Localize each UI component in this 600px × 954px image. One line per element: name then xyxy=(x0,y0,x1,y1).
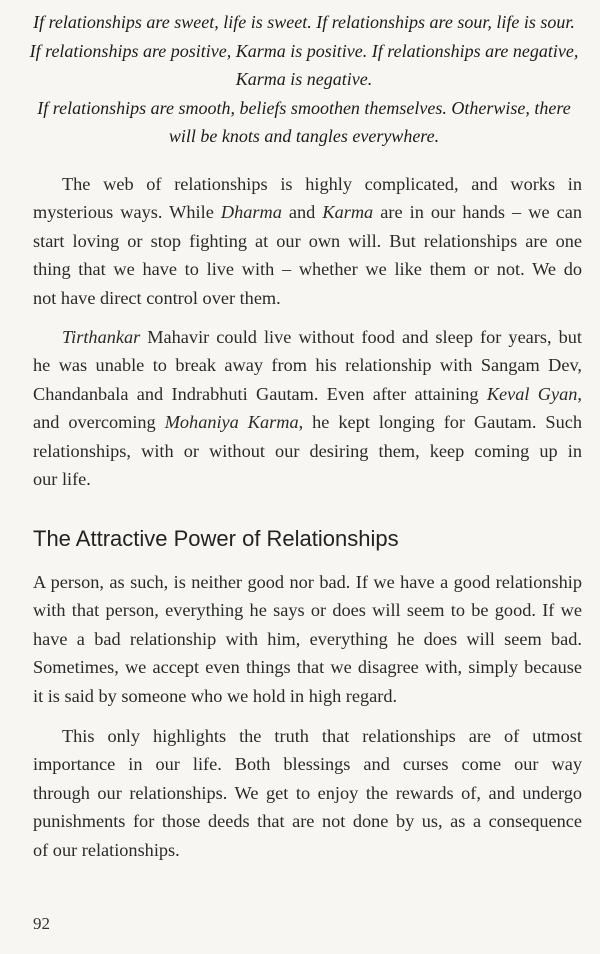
text-line: with that person, everything he says or does will seem to be good. If we xyxy=(33,600,582,621)
italic-term: Dharma xyxy=(220,202,282,223)
text-line: Sometimes, we accept even things that we disagree with, simply because xyxy=(33,657,582,678)
epigraph-quote xyxy=(20,8,588,151)
italic-term: Karma xyxy=(322,202,374,223)
quote-line: Karma is negative. xyxy=(235,69,373,89)
italic-term: Keval Gyan xyxy=(486,383,578,404)
quote-line: If relationships are sweet, life is sweet. If relationships are sour, life is sour. xyxy=(33,12,575,32)
italic-term: Tirthankar xyxy=(62,327,141,347)
text-line: Chandanbala and Indrabhuti Gautam. Even after attaining Keval Gyan, xyxy=(33,383,582,404)
text-line: punishments for those deeds that are not done by us, as a consequence xyxy=(33,811,582,832)
quote-line: will be knots and tangles everywhere. xyxy=(168,126,440,146)
text-line: Tirthankar Mahavir could live without food and sleep for years, but xyxy=(62,327,582,347)
text-line: relationships, with or without our desiring them, keep coming up in xyxy=(33,440,582,461)
text-line: The web of relationships is highly complicated, and works in xyxy=(62,174,582,194)
text-line: not have direct control over them. xyxy=(33,287,281,308)
quote-line: If relationships are smooth, beliefs smoothen themselves. Otherwise, there xyxy=(37,97,571,118)
paragraph-web-of-relationships xyxy=(33,170,582,312)
quote-line: If relationships are positive, Karma is positive. If relationships are negative, xyxy=(29,40,579,61)
text-line: and overcoming Mohaniya Karma, he kept longing for Gautam. Such xyxy=(33,412,582,433)
text-line: have a bad relationship with him, everything he does will seem bad. xyxy=(33,628,582,649)
text-line: he was unable to break away from his relationship with Sangam Dev, xyxy=(33,355,582,376)
page-number: 92 xyxy=(33,914,50,933)
text-line: This only highlights the truth that relationships are of utmost xyxy=(62,726,582,746)
text-line: A person, as such, is neither good nor bad. If we have a good relationship xyxy=(33,572,582,592)
text-line: start loving or stop fighting at our own will. But relationships are one xyxy=(33,230,582,251)
text-line: our life. xyxy=(33,469,91,490)
italic-term: Mohaniya Karma xyxy=(164,412,299,433)
text-line: importance in our life. Both blessings and curses come our way xyxy=(33,754,582,775)
text-line: thing that we have to live with – whether we like them or not. We do xyxy=(33,259,582,280)
paragraph-utmost-importance xyxy=(33,722,582,864)
text-line: mysterious ways. While Dharma and Karma are in our hands – we can xyxy=(33,202,583,223)
text-line: of our relationships. xyxy=(33,839,180,860)
paragraph-person-good-bad xyxy=(33,568,582,710)
paragraph-mahavir xyxy=(33,323,582,493)
text-line: it is said by someone who we hold in high regard. xyxy=(33,685,398,706)
text-line: through our relationships. We get to enjoy the rewards of, and undergo xyxy=(33,782,582,803)
section-heading: The Attractive Power of Relationships xyxy=(33,526,399,551)
